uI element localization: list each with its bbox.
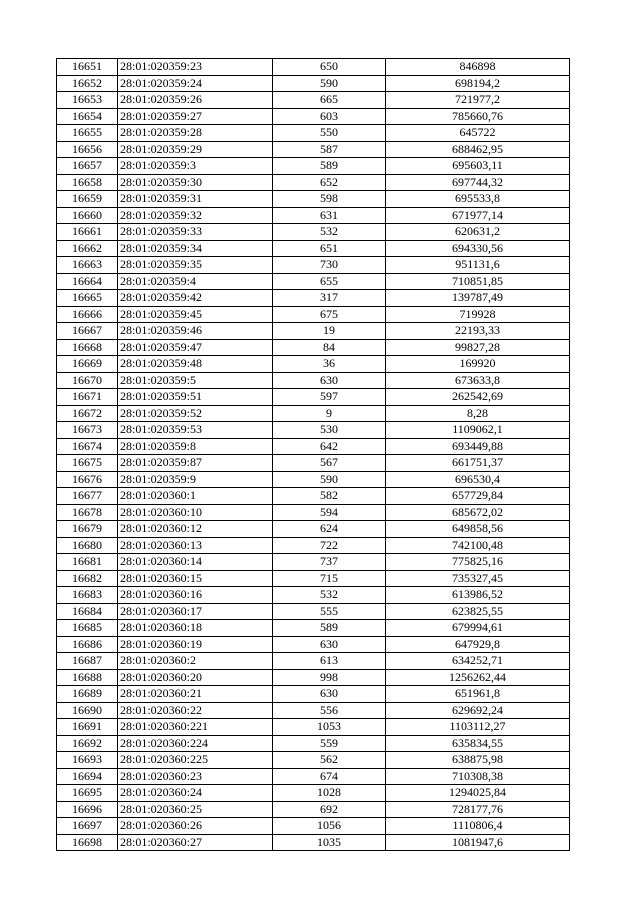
cadastral-number-cell: 28:01:020359:32 <box>118 207 273 224</box>
area-cell: 317 <box>273 290 386 307</box>
value-cell: 620631,2 <box>386 224 570 241</box>
row-number-cell: 16664 <box>57 273 118 290</box>
value-cell: 1256262,44 <box>386 669 570 686</box>
table-row <box>57 537 570 554</box>
table-row <box>57 108 570 125</box>
table-row <box>57 768 570 785</box>
area-cell: 730 <box>273 257 386 274</box>
cadastral-number-cell: 28:01:020359:26 <box>118 92 273 109</box>
cadastral-number-cell: 28:01:020360:20 <box>118 669 273 686</box>
area-cell: 530 <box>273 422 386 439</box>
row-number-cell: 16691 <box>57 719 118 736</box>
row-number-cell: 16693 <box>57 752 118 769</box>
row-number-cell: 16663 <box>57 257 118 274</box>
table-row <box>57 372 570 389</box>
area-cell: 631 <box>273 207 386 224</box>
table-row <box>57 356 570 373</box>
cadastral-number-cell: 28:01:020359:29 <box>118 141 273 158</box>
value-cell: 688462,95 <box>386 141 570 158</box>
table-row <box>57 471 570 488</box>
value-cell: 634252,71 <box>386 653 570 670</box>
table-body <box>57 59 570 851</box>
row-number-cell: 16682 <box>57 570 118 587</box>
row-number-cell: 16656 <box>57 141 118 158</box>
table-row <box>57 653 570 670</box>
area-cell: 9 <box>273 405 386 422</box>
table-row <box>57 224 570 241</box>
table-row <box>57 620 570 637</box>
cadastral-number-cell: 28:01:020359:47 <box>118 339 273 356</box>
row-number-cell: 16677 <box>57 488 118 505</box>
table-row <box>57 438 570 455</box>
table-row <box>57 570 570 587</box>
cadastral-number-cell: 28:01:020359:46 <box>118 323 273 340</box>
value-cell: 673633,8 <box>386 372 570 389</box>
row-number-cell: 16683 <box>57 587 118 604</box>
cadastral-number-cell: 28:01:020360:10 <box>118 504 273 521</box>
row-number-cell: 16657 <box>57 158 118 175</box>
value-cell: 697744,32 <box>386 174 570 191</box>
value-cell: 1103112,27 <box>386 719 570 736</box>
cadastral-number-cell: 28:01:020359:24 <box>118 75 273 92</box>
area-cell: 589 <box>273 620 386 637</box>
table-row <box>57 174 570 191</box>
row-number-cell: 16698 <box>57 834 118 851</box>
table-row <box>57 339 570 356</box>
cadastral-number-cell: 28:01:020359:28 <box>118 125 273 142</box>
cadastral-number-cell: 28:01:020360:224 <box>118 735 273 752</box>
row-number-cell: 16658 <box>57 174 118 191</box>
table-row <box>57 306 570 323</box>
cadastral-number-cell: 28:01:020359:45 <box>118 306 273 323</box>
value-cell: 638875,98 <box>386 752 570 769</box>
value-cell: 742100,48 <box>386 537 570 554</box>
value-cell: 22193,33 <box>386 323 570 340</box>
row-number-cell: 16680 <box>57 537 118 554</box>
cadastral-number-cell: 28:01:020360:23 <box>118 768 273 785</box>
cadastral-number-cell: 28:01:020360:26 <box>118 818 273 835</box>
cadastral-number-cell: 28:01:020359:48 <box>118 356 273 373</box>
row-number-cell: 16652 <box>57 75 118 92</box>
area-cell: 652 <box>273 174 386 191</box>
table-row <box>57 158 570 175</box>
row-number-cell: 16692 <box>57 735 118 752</box>
table-row <box>57 504 570 521</box>
value-cell: 951131,6 <box>386 257 570 274</box>
row-number-cell: 16675 <box>57 455 118 472</box>
row-number-cell: 16667 <box>57 323 118 340</box>
area-cell: 587 <box>273 141 386 158</box>
area-cell: 715 <box>273 570 386 587</box>
row-number-cell: 16687 <box>57 653 118 670</box>
area-cell: 590 <box>273 75 386 92</box>
value-cell: 661751,37 <box>386 455 570 472</box>
row-number-cell: 16660 <box>57 207 118 224</box>
row-number-cell: 16668 <box>57 339 118 356</box>
row-number-cell: 16690 <box>57 702 118 719</box>
value-cell: 645722 <box>386 125 570 142</box>
value-cell: 685672,02 <box>386 504 570 521</box>
cadastral-number-cell: 28:01:020360:18 <box>118 620 273 637</box>
value-cell: 785660,76 <box>386 108 570 125</box>
table-row <box>57 290 570 307</box>
cadastral-number-cell: 28:01:020359:52 <box>118 405 273 422</box>
table-row <box>57 75 570 92</box>
row-number-cell: 16655 <box>57 125 118 142</box>
cadastral-number-cell: 28:01:020360:2 <box>118 653 273 670</box>
table-row <box>57 125 570 142</box>
area-cell: 624 <box>273 521 386 538</box>
row-number-cell: 16653 <box>57 92 118 109</box>
row-number-cell: 16674 <box>57 438 118 455</box>
cadastral-number-cell: 28:01:020359:5 <box>118 372 273 389</box>
table-row <box>57 207 570 224</box>
area-cell: 613 <box>273 653 386 670</box>
value-cell: 695603,11 <box>386 158 570 175</box>
cadastral-number-cell: 28:01:020359:9 <box>118 471 273 488</box>
cadastral-number-cell: 28:01:020359:23 <box>118 59 273 76</box>
row-number-cell: 16697 <box>57 818 118 835</box>
cadastral-number-cell: 28:01:020360:12 <box>118 521 273 538</box>
row-number-cell: 16686 <box>57 636 118 653</box>
value-cell: 710851,85 <box>386 273 570 290</box>
value-cell: 649858,56 <box>386 521 570 538</box>
cadastral-number-cell: 28:01:020359:42 <box>118 290 273 307</box>
area-cell: 1028 <box>273 785 386 802</box>
area-cell: 562 <box>273 752 386 769</box>
value-cell: 695533,8 <box>386 191 570 208</box>
cadastral-number-cell: 28:01:020359:35 <box>118 257 273 274</box>
row-number-cell: 16676 <box>57 471 118 488</box>
area-cell: 722 <box>273 537 386 554</box>
area-cell: 650 <box>273 59 386 76</box>
area-cell: 84 <box>273 339 386 356</box>
area-cell: 642 <box>273 438 386 455</box>
table-row <box>57 141 570 158</box>
table-row <box>57 521 570 538</box>
cadastral-number-cell: 28:01:020359:27 <box>118 108 273 125</box>
value-cell: 693449,88 <box>386 438 570 455</box>
row-number-cell: 16662 <box>57 240 118 257</box>
cadastral-number-cell: 28:01:020360:25 <box>118 801 273 818</box>
value-cell: 139787,49 <box>386 290 570 307</box>
table-row <box>57 59 570 76</box>
area-cell: 630 <box>273 636 386 653</box>
cadastral-number-cell: 28:01:020360:225 <box>118 752 273 769</box>
area-cell: 675 <box>273 306 386 323</box>
value-cell: 728177,76 <box>386 801 570 818</box>
area-cell: 590 <box>273 471 386 488</box>
value-cell: 629692,24 <box>386 702 570 719</box>
cadastral-number-cell: 28:01:020359:34 <box>118 240 273 257</box>
area-cell: 630 <box>273 372 386 389</box>
cadastral-number-cell: 28:01:020360:15 <box>118 570 273 587</box>
table-row <box>57 603 570 620</box>
table-row <box>57 735 570 752</box>
value-cell: 735327,45 <box>386 570 570 587</box>
row-number-cell: 16661 <box>57 224 118 241</box>
row-number-cell: 16669 <box>57 356 118 373</box>
value-cell: 775825,16 <box>386 554 570 571</box>
row-number-cell: 16685 <box>57 620 118 637</box>
table-row <box>57 719 570 736</box>
value-cell: 651961,8 <box>386 686 570 703</box>
table-row <box>57 240 570 257</box>
area-cell: 603 <box>273 108 386 125</box>
cadastral-number-cell: 28:01:020360:17 <box>118 603 273 620</box>
row-number-cell: 16670 <box>57 372 118 389</box>
cadastral-number-cell: 28:01:020360:13 <box>118 537 273 554</box>
area-cell: 674 <box>273 768 386 785</box>
area-cell: 630 <box>273 686 386 703</box>
value-cell: 647929,8 <box>386 636 570 653</box>
table-row <box>57 257 570 274</box>
cadastral-number-cell: 28:01:020359:30 <box>118 174 273 191</box>
area-cell: 567 <box>273 455 386 472</box>
area-cell: 651 <box>273 240 386 257</box>
area-cell: 559 <box>273 735 386 752</box>
cadastral-number-cell: 28:01:020359:3 <box>118 158 273 175</box>
value-cell: 262542,69 <box>386 389 570 406</box>
row-number-cell: 16694 <box>57 768 118 785</box>
row-number-cell: 16673 <box>57 422 118 439</box>
cadastral-number-cell: 28:01:020360:22 <box>118 702 273 719</box>
table-row <box>57 785 570 802</box>
area-cell: 1035 <box>273 834 386 851</box>
cadastral-number-cell: 28:01:020359:33 <box>118 224 273 241</box>
area-cell: 1056 <box>273 818 386 835</box>
value-cell: 1109062,1 <box>386 422 570 439</box>
table-row <box>57 686 570 703</box>
value-cell: 694330,56 <box>386 240 570 257</box>
row-number-cell: 16659 <box>57 191 118 208</box>
table-row <box>57 323 570 340</box>
table-row <box>57 554 570 571</box>
cadastral-number-cell: 28:01:020360:27 <box>118 834 273 851</box>
table-row <box>57 801 570 818</box>
table-row <box>57 389 570 406</box>
area-cell: 589 <box>273 158 386 175</box>
area-cell: 597 <box>273 389 386 406</box>
row-number-cell: 16679 <box>57 521 118 538</box>
area-cell: 36 <box>273 356 386 373</box>
table-row <box>57 92 570 109</box>
row-number-cell: 16688 <box>57 669 118 686</box>
table-row <box>57 488 570 505</box>
value-cell: 1294025,84 <box>386 785 570 802</box>
cadastral-number-cell: 28:01:020359:87 <box>118 455 273 472</box>
table-row <box>57 752 570 769</box>
row-number-cell: 16654 <box>57 108 118 125</box>
row-number-cell: 16672 <box>57 405 118 422</box>
value-cell: 719928 <box>386 306 570 323</box>
cadastral-number-cell: 28:01:020359:31 <box>118 191 273 208</box>
cadastral-number-cell: 28:01:020360:19 <box>118 636 273 653</box>
table-row <box>57 191 570 208</box>
area-cell: 532 <box>273 224 386 241</box>
area-cell: 594 <box>273 504 386 521</box>
table-row <box>57 834 570 851</box>
cadastral-number-cell: 28:01:020360:21 <box>118 686 273 703</box>
cadastral-number-cell: 28:01:020360:16 <box>118 587 273 604</box>
table-row <box>57 818 570 835</box>
table-row <box>57 636 570 653</box>
table-row <box>57 669 570 686</box>
value-cell: 657729,84 <box>386 488 570 505</box>
area-cell: 998 <box>273 669 386 686</box>
cadastral-number-cell: 28:01:020360:24 <box>118 785 273 802</box>
table-row <box>57 587 570 604</box>
value-cell: 671977,14 <box>386 207 570 224</box>
cadastral-number-cell: 28:01:020360:221 <box>118 719 273 736</box>
row-number-cell: 16666 <box>57 306 118 323</box>
row-number-cell: 16695 <box>57 785 118 802</box>
row-number-cell: 16665 <box>57 290 118 307</box>
area-cell: 582 <box>273 488 386 505</box>
value-cell: 623825,55 <box>386 603 570 620</box>
area-cell: 598 <box>273 191 386 208</box>
table-row <box>57 273 570 290</box>
row-number-cell: 16671 <box>57 389 118 406</box>
cadastral-number-cell: 28:01:020359:51 <box>118 389 273 406</box>
area-cell: 555 <box>273 603 386 620</box>
row-number-cell: 16696 <box>57 801 118 818</box>
value-cell: 635834,55 <box>386 735 570 752</box>
table-row <box>57 702 570 719</box>
value-cell: 846898 <box>386 59 570 76</box>
value-cell: 8,28 <box>386 405 570 422</box>
cadastral-number-cell: 28:01:020360:1 <box>118 488 273 505</box>
row-number-cell: 16684 <box>57 603 118 620</box>
area-cell: 532 <box>273 587 386 604</box>
row-number-cell: 16651 <box>57 59 118 76</box>
cadastral-number-cell: 28:01:020359:8 <box>118 438 273 455</box>
cadastral-number-cell: 28:01:020359:4 <box>118 273 273 290</box>
table-row <box>57 405 570 422</box>
table-row <box>57 455 570 472</box>
area-cell: 737 <box>273 554 386 571</box>
value-cell: 1110806,4 <box>386 818 570 835</box>
row-number-cell: 16681 <box>57 554 118 571</box>
area-cell: 655 <box>273 273 386 290</box>
value-cell: 1081947,6 <box>386 834 570 851</box>
value-cell: 698194,2 <box>386 75 570 92</box>
value-cell: 696530,4 <box>386 471 570 488</box>
area-cell: 19 <box>273 323 386 340</box>
row-number-cell: 16689 <box>57 686 118 703</box>
table-row <box>57 422 570 439</box>
value-cell: 613986,52 <box>386 587 570 604</box>
area-cell: 550 <box>273 125 386 142</box>
area-cell: 1053 <box>273 719 386 736</box>
area-cell: 556 <box>273 702 386 719</box>
cadastral-number-cell: 28:01:020360:14 <box>118 554 273 571</box>
value-cell: 169920 <box>386 356 570 373</box>
value-cell: 721977,2 <box>386 92 570 109</box>
row-number-cell: 16678 <box>57 504 118 521</box>
area-cell: 692 <box>273 801 386 818</box>
value-cell: 679994,61 <box>386 620 570 637</box>
area-cell: 665 <box>273 92 386 109</box>
data-table <box>56 58 570 851</box>
value-cell: 99827,28 <box>386 339 570 356</box>
cadastral-number-cell: 28:01:020359:53 <box>118 422 273 439</box>
value-cell: 710308,38 <box>386 768 570 785</box>
